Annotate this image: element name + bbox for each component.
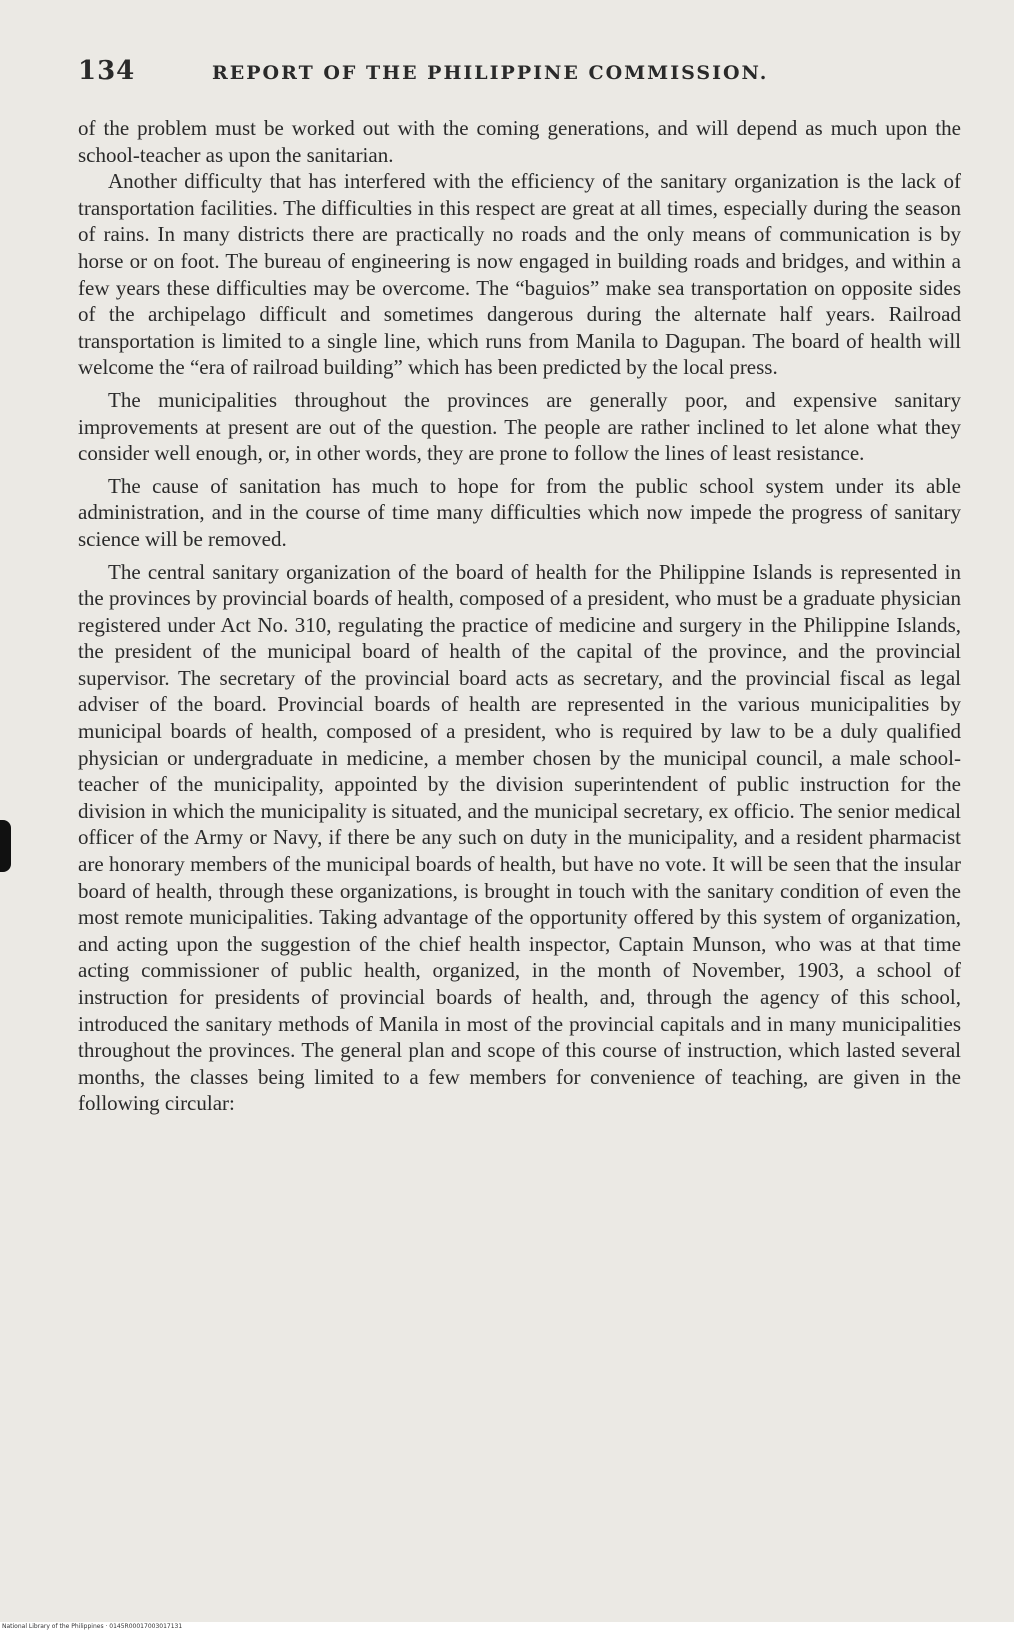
body-text	[78, 115, 961, 1117]
paragraph-municipalities: The municipalities throughout the provinces are generally poor, and expensive sanitary improvements at present are out of the question. The people are rather inclined to let alone what they consider well enough, or, in other words, they are prone to follow the lines of least resistance.	[78, 387, 961, 466]
scan-binding-mark	[0, 820, 11, 872]
running-title: REPORT OF THE PHILIPPINE COMMISSION.	[212, 62, 769, 84]
paragraph-transportation: Another difficulty that has interfered with the efficiency of the sanitary organization is the lack of transportation facilities. The difficulties in this respect are great at all times, especially during the season of rains. In many districts there are practically no roads and the only means of communication is by horse or on foot. The bureau of engineering is now engaged in building roads and bridges, and within a few years these difficulties may be overcome. The “baguios” make sea transportation on opposite sides of the archipelago difficult and sometimes dangerous during the alternate half years. Railroad transportation is limited to a single line, which runs from Manila to Dagupan. The board of health will welcome the “era of railroad building” which has been predicted by the local press.	[78, 169, 961, 380]
paragraph-central-organization: The central sanitary organization of the board of health for the Philippine Islands is represented in the provinces by provincial boards of health, composed of a president, who must be a graduate physician registered under Act No. 310, regulating the practice of medicine and surgery in the Philippine Islands, the president of the municipal board of health of the capital of the province, and the provincial supervisor. The secretary of the provincial board acts as secretary, and the provincial fiscal as legal adviser of the board. Provincial boards of health are represented in the various municipalities by municipal boards of health, composed of a president, who is required by law to be a duly qualified physician or undergraduate in medicine, a member chosen by the municipal council, a male school-teacher of the municipality, appointed by the division superintendent of public instruction for the division in which the municipality is situated, and the municipal secretary, ex officio. The senior medical officer of the Army or Navy, if there be any such on duty in the municipality, and a resident pharmacist are honorary members of the municipal boards of health, but have no vote. It will be seen that the insular board of health, through these organizations, is brought in touch with the sanitary condition of even the most remote municipalities. Taking advantage of the opportunity offered by this system of organization, and acting upon the suggestion of the chief health inspector, Captain Munson, who was at that time acting commissioner of public health, organized, in the month of November, 1903, a school of instruction for presidents of provincial boards of health, and, through the agency of this school, introduced the sanitary methods of Manila in most of the provincial capitals and in many municipalities throughout the provinces. The general plan and scope of this course of instruction, which lasted several months, the classes being limited to a few members for convenience of teaching, are given in the following circular:	[78, 559, 961, 1116]
paragraph-public-school: The cause of sanitation has much to hope for from the public school system under its able administration, and in the course of time many difficulties which now impede the progress of sanitary science will be removed.	[78, 473, 961, 551]
page-header	[78, 56, 958, 90]
scan-credit: National Library of the Philippines · 0145R00017003017131	[2, 1623, 183, 1630]
paragraph-continued: of the problem must be worked out with the coming generations, and will depend as much upon the school-teacher as upon the sanitarian.	[78, 116, 961, 167]
page-number: 134	[78, 56, 136, 86]
